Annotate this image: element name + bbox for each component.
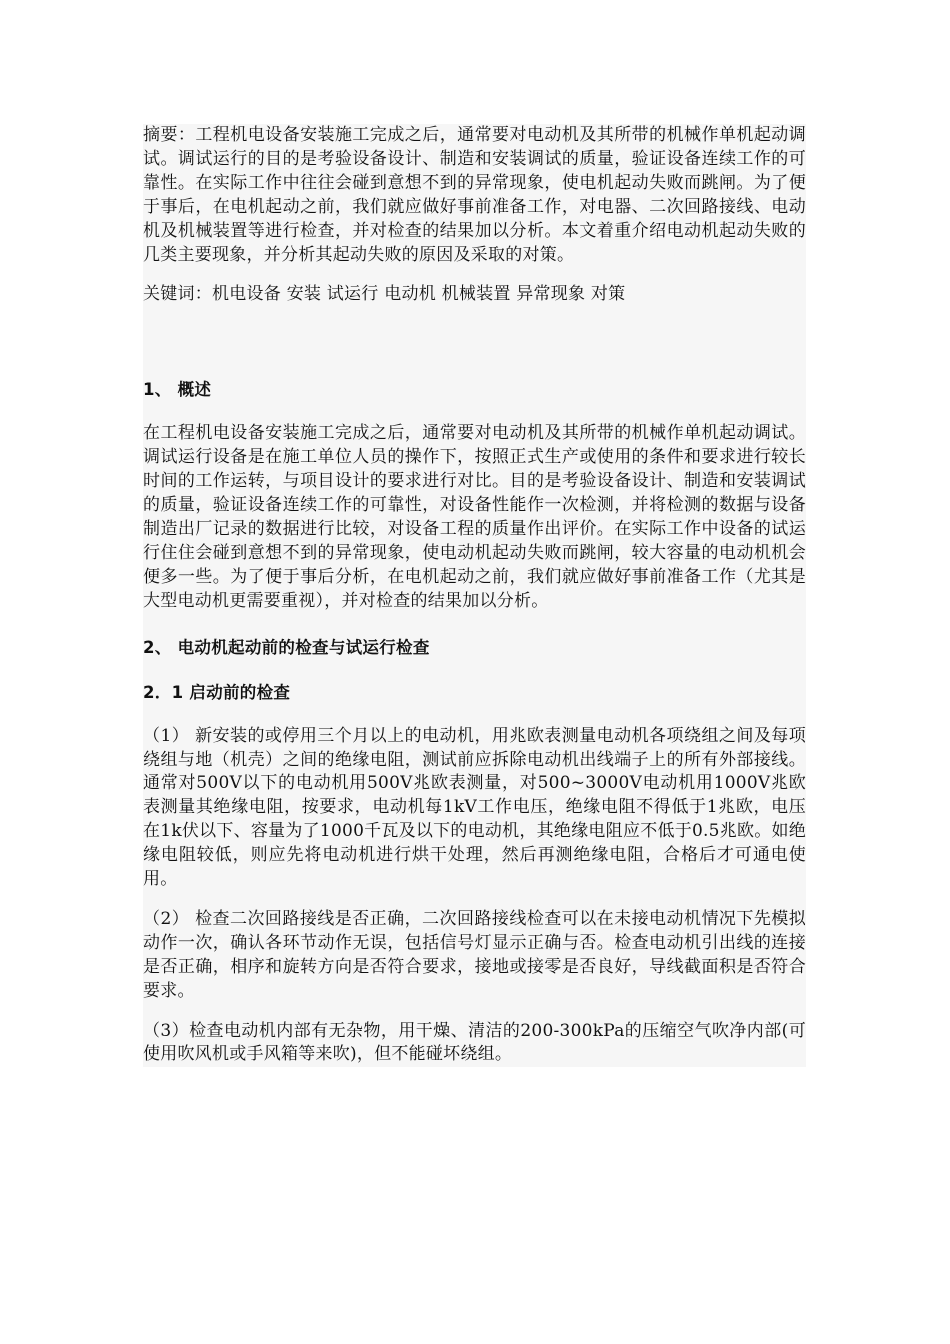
spacer — [143, 307, 806, 379]
section-1-paragraph: 在工程机电设备安装施工完成之后，通常要对电动机及其所带的机械作单机起动调试。调试运行设备是在施工单位人员的操作下，按照正式生产或使用的条件和要求进行较长时间的工作运转，与项目设计的要求进行对比。目的是考验设备设计、制造和安装调试的质量，验证设备连续工作的可靠性，对设备性能作一次检测，并将检测的数据与设备制造出厂记录的数据进行比较，对设备工程的质量作出评价。在实际工作中设备的试运行住住会碰到意想不到的异常现象，使电动机起动失败而跳闸，较大容量的电动机机会便多一些。为了便于事后分析，在电机起动之前，我们就应做好事前准备工作（尤其是大型电动机更需要重视），并对检查的结果加以分析。 — [143, 423, 806, 611]
check-item-2: （2） 检查二次回路接线是否正确，二次回路接线检查可以在未接电动机情况下先模拟动作一次，确认各环节动作无误，包括信号灯显示正确与否。检查电动机引出线的连接是否正确，相序和旋转方向是否符合要求，接地或接零是否良好，导线截面积是否符合要求。 — [143, 908, 806, 1001]
document-body — [143, 124, 806, 1067]
check-item-3: （3）检查电动机内部有无杂物，用干燥、清洁的200-300kPa的压缩空气吹净内部(可使用吹风机或手风箱等来吹)，但不能碰坏绕组。 — [143, 1020, 806, 1065]
spacer — [143, 267, 806, 283]
spacer — [143, 614, 806, 637]
spacer — [143, 704, 806, 725]
section-2-1-heading: 2．1 启动前的检查 — [143, 682, 291, 702]
section-1-heading: 1、 概述 — [143, 380, 212, 400]
abstract-paragraph: 摘要：工程机电设备安装施工完成之后，通常要对电动机及其所带的机械作单机起动调试。调试运行的目的是考验设备设计、制造和安装调试的质量，验证设备连续工作的可靠性。在实际工作中往往会碰到意想不到的异常现象，使电机起动失败而跳闸。为了便于事后，在电机起动之前，我们就应做好事前准备工作，对电器、二次回路接线、电动机及机械装置等进行检查，并对检查的结果加以分析。本文着重介绍电动机起动失败的几类主要现象，并分析其起动失败的原因及采取的对策。 — [143, 125, 806, 265]
spacer — [143, 401, 806, 422]
spacer — [143, 659, 806, 682]
spacer — [143, 1004, 806, 1020]
check-item-1: （1） 新安装的或停用三个月以上的电动机，用兆欧表测量电动机各项绕组之间及每项绕组与地（机壳）之间的绝缘电阻，测试前应拆除电动机出线端子上的所有外部接线。通常对500V以下的电动机用500V兆欧表测量，对500~3000V电动机用1000V兆欧表测量其绝缘电阻，按要求，电动机每1kV工作电压，绝缘电阻不得低于1兆欧，电压在1k伏以下、容量为了1000千瓦及以下的电动机，其绝缘电阻应不低于0.5兆欧。如绝缘电阻较低，则应先将电动机进行烘干处理，然后再测绝缘电阻，合格后才可通电使用。 — [143, 725, 806, 890]
keywords-paragraph: 关键词：机电设备 安装 试运行 电动机 机械装置 异常现象 对策 — [143, 284, 626, 305]
spacer — [143, 892, 806, 908]
section-2-heading: 2、 电动机起动前的检查与试运行检查 — [143, 637, 430, 657]
